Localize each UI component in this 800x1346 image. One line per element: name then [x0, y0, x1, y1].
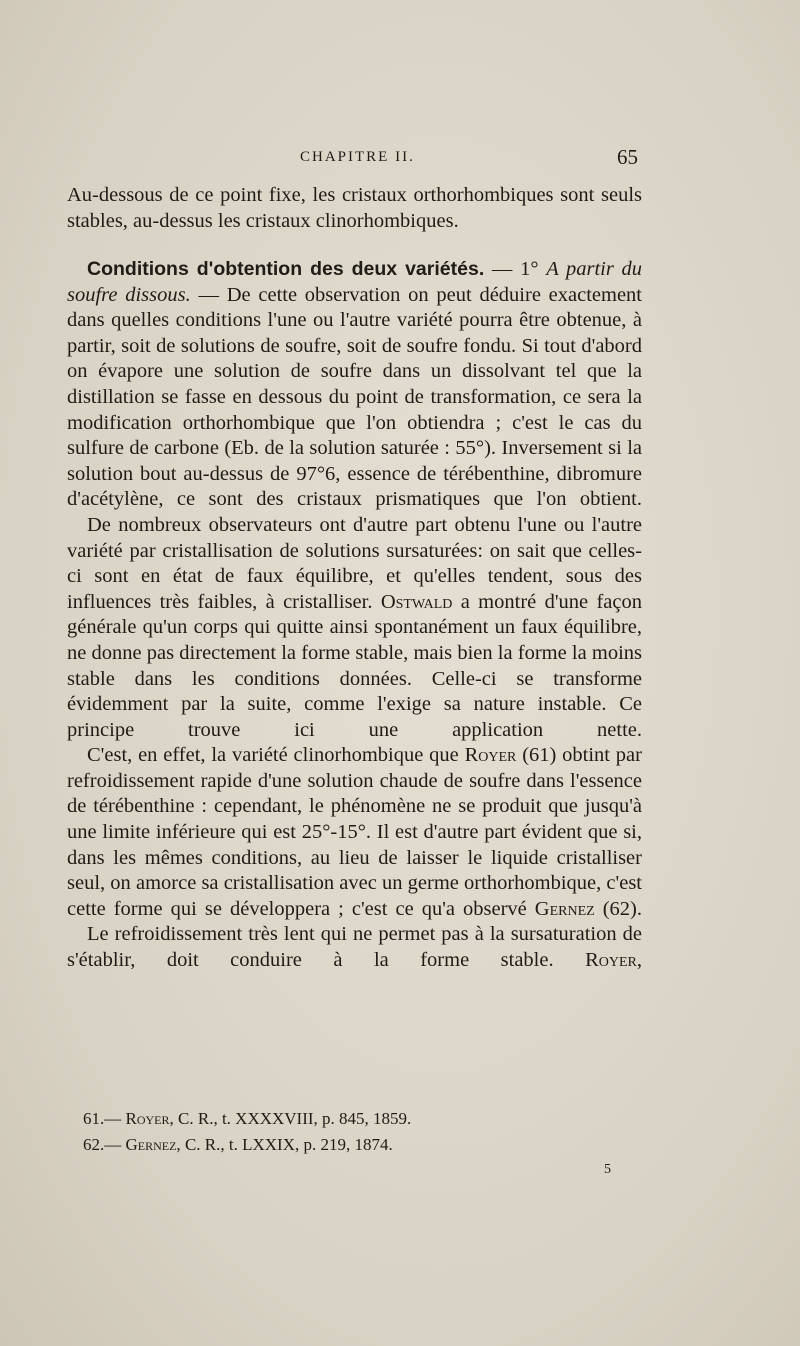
paragraph-4-text-c: (62). — [594, 897, 643, 920]
paragraph-4-text-a: C'est, en effet, la variété clinorhombique que — [87, 744, 465, 767]
heading-dash: — — [484, 258, 521, 280]
section-body: — De cette observation on peut déduire exactement dans quelles conditions l'une ou l'autre variété pourra être obtenue, à partir, soit de solutions de soufre, soit de soufre fondu. Si tout d'abord on évapore une solution de soufre dans un dissolvant tel que la distillation se fasse en dessous du point de transformation, ce sera la modification orthorhombique que l'on obtiendra ; c'est le cas du sulfure de carbone (Eb. de la solution saturée : 55°). Inversement si la solution bout au-dessus de 97°6, essence de térébenthine, dibromure d'acétylène, ce sont des cristaux prismatiques que l'on obtient. — [67, 283, 642, 511]
paragraph-3 — [67, 513, 642, 743]
subsection-title: A partir du soufre dissous. — [67, 258, 643, 306]
running-head — [0, 147, 800, 171]
paragraph-3-text-b: a montré d'une façon générale qu'un corps qui quitte ainsi spontanément un faux équilibre, ne donne pas directement la forme stable, mais bien la forme la moins stable dans les conditions données. Celle-ci se transforme évidemment par la suite, comme l'exige sa nature instable. Ce principe trouve ici une application nette. — [67, 590, 642, 741]
page-number: 65 — [617, 145, 638, 169]
paragraph-3-text-a: De nombreux observateurs ont d'autre part obtenu l'une ou l'autre variété par cristallisation de solutions sursaturées: on sait que celles-ci sont en état de faux équilibre, et qu'elles tendent, sous des influences très faibles, à cristalliser. — [67, 513, 642, 613]
signature-mark: 5 — [604, 1162, 611, 1177]
section-heading: Conditions d'obtention des deux variétés. — [87, 258, 485, 280]
footnotes — [83, 1106, 411, 1158]
footnote-61 — [83, 1106, 411, 1132]
body-text — [67, 183, 642, 234]
footnote-number: 62.— — [83, 1135, 122, 1154]
footnote-author: Royer, — [125, 1109, 174, 1128]
author-ostwald: Ostwald — [380, 590, 453, 613]
footnote-reference: C. R., t. LXXIX, p. 219, 1874. — [184, 1135, 393, 1154]
paragraph-4-text-b: (61) obtint par refroidissement rapide d'une solution chaude de soufre dans l'essence de térébenthine : cependant, le phénomène ne se produit que jusqu'à une limite inférieure qui est 25°-15°. Il est d'autre part évident que si, dans les mêmes conditions, au lieu de laisser le liquide cristalliser seul, on amorce sa cristallisation avec un germe orthorhombique, c'est cette forme qui se développera ; c'est ce qu'a observé — [67, 744, 642, 920]
section-text — [67, 257, 642, 974]
author-royer-2: Royer, — [585, 949, 642, 972]
author-gernez: Gernez — [534, 897, 595, 920]
intro-paragraph: Au-dessous de ce point fixe, les cristaux orthorhombiques sont seuls stables, au-dessus les cristaux clinorhombiques. — [67, 184, 642, 232]
section-paragraph — [67, 257, 642, 513]
footnote-reference: C. R., t. XXXXVIII, p. 845, 1859. — [178, 1109, 412, 1128]
paragraph-5 — [67, 922, 642, 973]
footnote-author: Gernez, — [125, 1135, 181, 1154]
paragraph-4 — [67, 743, 642, 922]
subsection-number: 1° — [520, 258, 547, 280]
chapter-title: CHAPITRE II. — [300, 149, 415, 165]
author-royer: Royer — [464, 744, 517, 767]
footnote-number: 61.— — [83, 1109, 122, 1128]
footnote-62 — [83, 1132, 411, 1158]
paragraph-5-text: Le refroidissement très lent qui ne permet pas à la sursaturation de s'établir, doit conduire à la forme stable. — [67, 923, 642, 972]
